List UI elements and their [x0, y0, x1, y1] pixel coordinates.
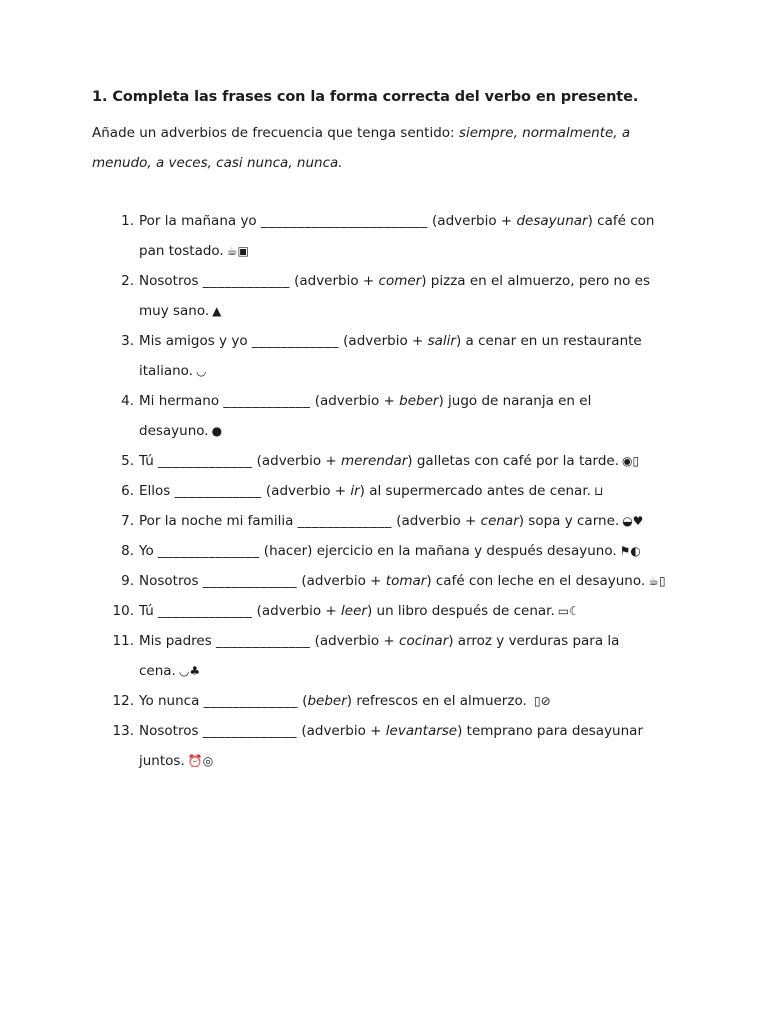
- hint-text: (adverbio +: [427, 213, 517, 229]
- hint-text: (adverbio +: [391, 513, 481, 529]
- emoji-icon: ◉▯: [622, 454, 640, 468]
- sentence-end: ) temprano para desayunar juntos.: [139, 723, 643, 769]
- verb-hint: tomar: [385, 573, 427, 589]
- answer-blank: _____________: [158, 603, 253, 619]
- exercise-item: [0, 386, 768, 446]
- answer-blank: ____________: [174, 483, 262, 499]
- item-number: 13.: [112, 723, 134, 739]
- answer-blank: ____________: [223, 393, 311, 409]
- hint-text: (adverbio +: [252, 453, 342, 469]
- item-number: 12.: [112, 693, 134, 709]
- verb-hint: beber: [307, 693, 347, 709]
- verb-hint: levantarse: [385, 723, 458, 739]
- verb-hint: merendar: [341, 453, 408, 469]
- emoji-icon: ◒♥: [622, 514, 644, 528]
- answer-blank: _____________: [216, 633, 311, 649]
- exercise-instructions: [92, 118, 692, 178]
- answer-blank: _____________: [158, 453, 253, 469]
- exercise-item: [0, 686, 768, 716]
- sentence-start: Mi hermano: [139, 393, 224, 409]
- verb-hint: cocinar: [399, 633, 449, 649]
- exercise-list: [0, 206, 768, 776]
- emoji-icon: ◡: [195, 364, 207, 378]
- sentence-start: Mis padres: [139, 633, 217, 649]
- emoji-icon: ⊔: [593, 484, 604, 498]
- sentence-end: ) pizza en el almuerzo, pero no es muy sano.: [139, 273, 650, 319]
- verb-hint: beber: [399, 393, 439, 409]
- answer-blank: _____________: [202, 573, 298, 589]
- sentence-end: ) galletas con café por la tarde.: [407, 453, 619, 469]
- answer-blank: _______________________: [261, 213, 428, 229]
- sentence-start: Yo: [139, 543, 159, 559]
- item-number: 5.: [121, 453, 134, 469]
- sentence-start: Tú: [139, 603, 159, 619]
- hint-text: (adverbio +: [310, 393, 400, 409]
- item-number: 1.: [121, 213, 134, 229]
- sentence-end: ) refrescos en el almuerzo.: [346, 693, 532, 709]
- frequency-adverbs: siempre, normalmente, a menudo, a veces, casi nunca, nunca.: [92, 125, 631, 171]
- item-number: 9.: [121, 573, 134, 589]
- hint-text: (adverbio +: [289, 273, 379, 289]
- answer-blank: _____________: [202, 723, 298, 739]
- verb-hint: comer: [378, 273, 422, 289]
- sentence-end: ) al supermercado antes de cenar.: [359, 483, 591, 499]
- instructions-text: Añade un adverbios de frecuencia que tenga sentido:: [92, 125, 459, 141]
- emoji-icon: ▯⊘: [534, 694, 551, 708]
- answer-blank: _____________: [203, 693, 298, 709]
- sentence-end: ) café con leche en el desayuno.: [426, 573, 646, 589]
- sentence-end: ) a cenar en un restaurante italiano.: [139, 333, 642, 379]
- verb-hint: ir: [350, 483, 360, 499]
- item-number: 4.: [121, 393, 134, 409]
- sentence-start: Nosotros: [139, 573, 203, 589]
- hint-text: (adverbio +: [310, 633, 400, 649]
- sentence-start: Tú: [139, 453, 159, 469]
- verb-hint: desayunar: [516, 213, 588, 229]
- hint-text: (adverbio +: [252, 603, 342, 619]
- exercise-item: [0, 266, 768, 326]
- sentence-end: ) jugo de naranja en el desayuno.: [139, 393, 592, 439]
- sentence-start: Mis amigos y yo: [139, 333, 252, 349]
- item-number: 2.: [121, 273, 134, 289]
- item-number: 11.: [112, 633, 134, 649]
- answer-blank: ____________: [251, 333, 339, 349]
- sentence-start: Yo nunca: [139, 693, 204, 709]
- exercise-title: 1. Completa las frases con la forma correcta del verbo en presente.: [92, 89, 639, 105]
- emoji-icon: ☕▣: [226, 244, 249, 258]
- answer-blank: ____________: [202, 273, 290, 289]
- emoji-icon: ⏰◎: [187, 754, 214, 768]
- hint-text: (adverbio +: [261, 483, 351, 499]
- emoji-icon: ◡♣: [178, 664, 201, 678]
- exercise-item: [0, 476, 768, 506]
- exercise-item: [0, 566, 768, 596]
- sentence-start: Nosotros: [139, 723, 203, 739]
- item-number: 8.: [121, 543, 134, 559]
- item-number: 3.: [121, 333, 134, 349]
- sentence-start: Nosotros: [139, 273, 203, 289]
- verb-hint: cenar: [480, 513, 519, 529]
- sentence-end: ) café con pan tostado.: [139, 213, 655, 259]
- exercise-item: [0, 596, 768, 626]
- emoji-icon: ▲: [212, 304, 222, 318]
- emoji-icon: ●: [211, 424, 223, 438]
- sentence-end: ) un libro después de cenar.: [366, 603, 555, 619]
- answer-blank: _____________: [297, 513, 392, 529]
- hint-text: (hacer) ejercicio en la mañana y después desayuno.: [259, 543, 617, 559]
- hint-text: (adverbio +: [297, 723, 386, 739]
- hint-text: (adverbio +: [297, 573, 386, 589]
- answer-blank: ______________: [158, 543, 260, 559]
- sentence-end: ) sopa y carne.: [518, 513, 620, 529]
- emoji-icon: ▭☾: [557, 604, 580, 618]
- verb-hint: leer: [341, 603, 367, 619]
- verb-hint: salir: [427, 333, 456, 349]
- emoji-icon: ☕▯: [648, 574, 666, 588]
- emoji-icon: ⚑◐: [619, 544, 641, 558]
- item-number: 7.: [121, 513, 134, 529]
- exercise-item: [0, 206, 768, 266]
- exercise-item: [0, 716, 768, 776]
- exercise-item: [0, 326, 768, 386]
- exercise-item: [0, 536, 768, 566]
- exercise-item: [0, 626, 768, 686]
- sentence-start: Ellos: [139, 483, 175, 499]
- item-number: 10.: [112, 603, 134, 619]
- item-number: 6.: [121, 483, 134, 499]
- sentence-start: Por la mañana yo: [139, 213, 261, 229]
- hint-text: (adverbio +: [338, 333, 428, 349]
- hint-text: (: [297, 693, 308, 709]
- exercise-item: [0, 506, 768, 536]
- sentence-end: ) arroz y verduras para la cena.: [139, 633, 620, 679]
- exercise-item: [0, 446, 768, 476]
- sentence-start: Por la noche mi familia: [139, 513, 298, 529]
